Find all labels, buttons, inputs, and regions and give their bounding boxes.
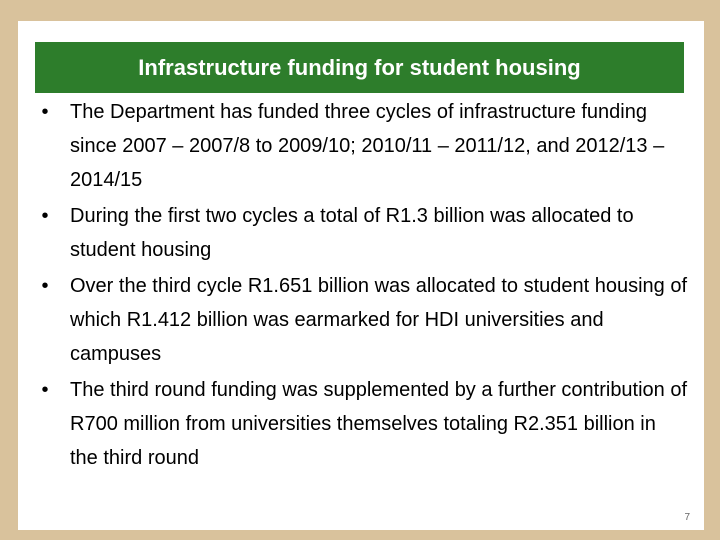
bullet-dot-icon: • [41, 205, 49, 227]
bullet-dot-icon: • [41, 379, 49, 401]
bullet-dot-icon: • [41, 101, 49, 123]
bullet-item [18, 269, 698, 371]
bullet-text: The third round funding was supplemented by a further contribution of R700 million from universities themselves totaling R2.351 billion in the third round [70, 379, 688, 469]
slide [18, 21, 704, 530]
bullet-dot-icon: • [41, 275, 49, 297]
bullet-text: Over the third cycle R1.651 billion was allocated to student housing of which R1.412 billion was earmarked for HDI universities and campuses [70, 275, 688, 365]
bullet-item [18, 199, 698, 267]
bullet-text: During the first two cycles a total of R1.3 billion was allocated to student housing [70, 205, 634, 261]
bullet-item [18, 95, 698, 197]
bullet-text: The Department has funded three cycles of infrastructure funding since 2007 – 2007/8 to 2009/10; 2010/11 – 2011/12, and 2012/13 – 2014/15 [70, 101, 665, 191]
bullet-item [18, 373, 698, 475]
bullet-list [18, 95, 698, 477]
slide-title-bar [35, 42, 684, 93]
slide-title: Infrastructure funding for student housing [138, 54, 581, 80]
page-number: 7 [684, 512, 690, 523]
